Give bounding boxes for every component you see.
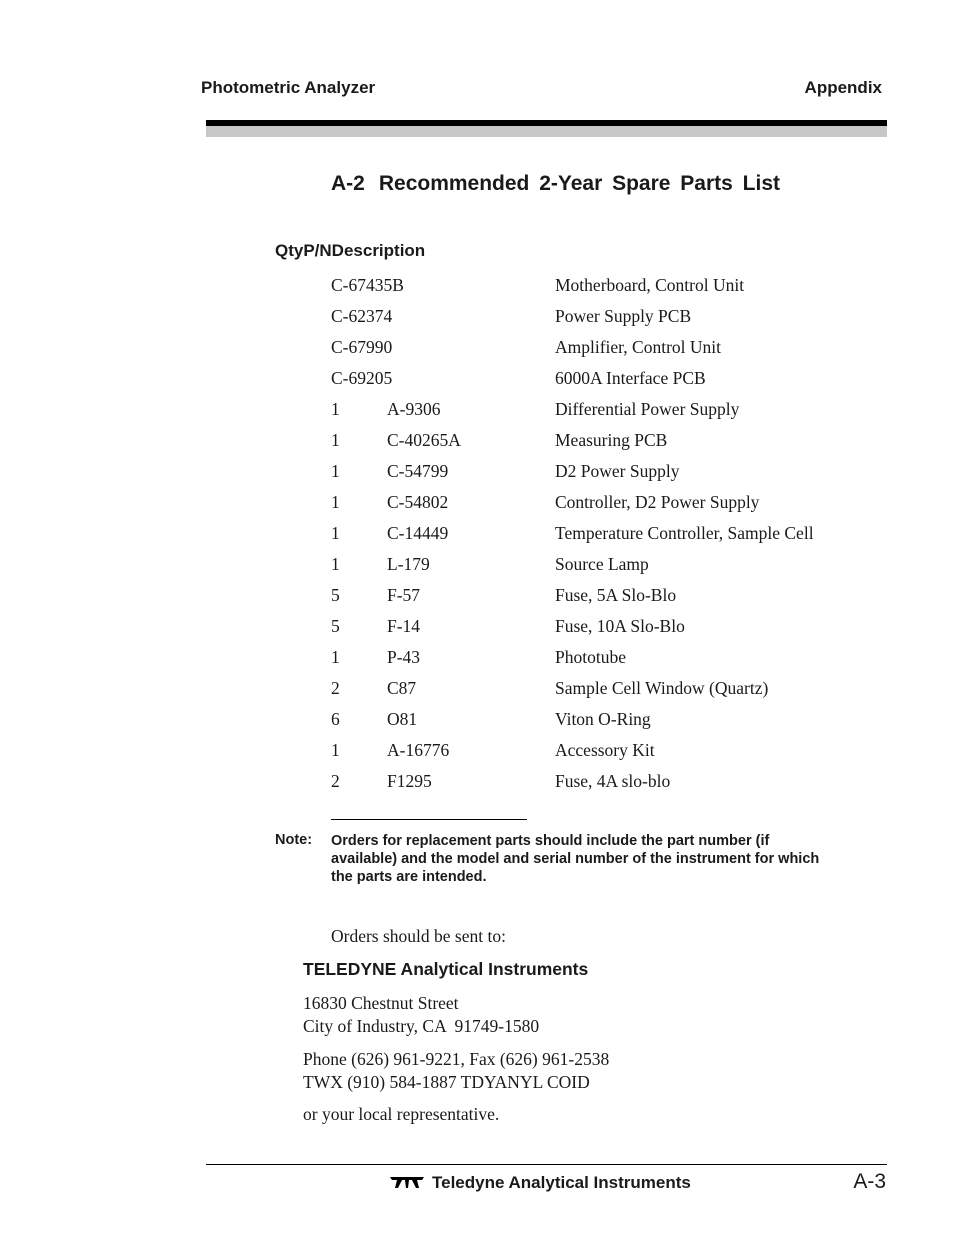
- twx: TWX (910) 584-1887 TDYANYL COID: [303, 1072, 590, 1092]
- part-description: Differential Power Supply: [555, 399, 740, 419]
- part-description: Fuse, 5A Slo-Blo: [555, 585, 677, 605]
- part-qty: 6: [331, 709, 340, 729]
- parts-row: [331, 704, 851, 735]
- divider: [331, 819, 527, 820]
- parts-column-header: QtyP/NDescription: [275, 241, 426, 260]
- company-contact: [303, 1048, 609, 1094]
- parts-row: [331, 766, 851, 797]
- part-description: Fuse, 10A Slo-Blo: [555, 616, 685, 636]
- parts-row: [331, 673, 851, 704]
- parts-row: [331, 549, 851, 580]
- teledyne-logo-icon: [389, 1175, 425, 1189]
- running-header-section: Appendix: [804, 78, 882, 97]
- part-qty: 5: [331, 585, 340, 605]
- part-description: 6000A Interface PCB: [555, 368, 706, 388]
- footer-rule: [206, 1164, 887, 1165]
- parts-row: [331, 332, 851, 363]
- parts-row: [331, 456, 851, 487]
- parts-row: [331, 735, 851, 766]
- part-number: C-67435B: [331, 275, 404, 295]
- header-rule-shadow: [206, 126, 887, 137]
- part-qty: 2: [331, 678, 340, 698]
- parts-row: [331, 394, 851, 425]
- parts-list: [331, 270, 851, 797]
- company-name: TELEDYNE Analytical Instruments: [303, 959, 589, 979]
- part-qty: 1: [331, 492, 340, 512]
- part-number: C-67990: [331, 337, 393, 357]
- part-number: P-43: [387, 647, 421, 667]
- part-number: C-40265A: [387, 430, 461, 450]
- part-number: C-62374: [331, 306, 393, 326]
- part-number: C-69205: [331, 368, 393, 388]
- part-description: Fuse, 4A slo-blo: [555, 771, 671, 791]
- part-description: Power Supply PCB: [555, 306, 692, 326]
- part-number: C-54799: [387, 461, 449, 481]
- part-qty: 5: [331, 616, 340, 636]
- part-qty: 1: [331, 399, 340, 419]
- part-number: C-14449: [387, 523, 449, 543]
- parts-row: [331, 518, 851, 549]
- part-description: Sample Cell Window (Quartz): [555, 678, 769, 698]
- page-number: A-3: [853, 1170, 886, 1193]
- parts-row: [331, 580, 851, 611]
- parts-row: [331, 363, 851, 394]
- part-description: Measuring PCB: [555, 430, 668, 450]
- phone-fax: Phone (626) 961-9221, Fax (626) 961-2538: [303, 1049, 610, 1069]
- address-street: 16830 Chestnut Street: [303, 993, 459, 1013]
- running-header-title: Photometric Analyzer: [201, 78, 376, 97]
- footer-company: Teledyne Analytical Instruments: [432, 1173, 691, 1192]
- section-number: A-2: [331, 172, 365, 195]
- part-number: O81: [387, 709, 418, 729]
- section-title: Recommended 2-Year Spare Parts List: [378, 172, 781, 195]
- part-number: F-14: [387, 616, 421, 636]
- part-qty: 1: [331, 430, 340, 450]
- orders-intro: Orders should be sent to:: [331, 926, 506, 946]
- parts-row: [331, 270, 851, 301]
- part-qty: 1: [331, 647, 340, 667]
- local-representative: or your local representative.: [303, 1104, 500, 1124]
- part-number: L-179: [387, 554, 430, 574]
- part-description: D2 Power Supply: [555, 461, 680, 481]
- address-city: City of Industry, CA 91749-1580: [303, 1016, 540, 1036]
- part-number: C87: [387, 678, 417, 698]
- part-description: Controller, D2 Power Supply: [555, 492, 760, 512]
- parts-row: [331, 425, 851, 456]
- part-number: A-9306: [387, 399, 441, 419]
- note-text: Orders for replacement parts should include the part number (if available) and the model and serial number of the instrument for which the parts are intended.: [331, 833, 820, 885]
- part-description: Temperature Controller, Sample Cell: [555, 523, 814, 543]
- part-description: Amplifier, Control Unit: [555, 337, 722, 357]
- part-description: Phototube: [555, 647, 626, 667]
- part-qty: 2: [331, 771, 340, 791]
- part-description: Accessory Kit: [555, 740, 655, 760]
- part-number: A-16776: [387, 740, 450, 760]
- part-qty: 1: [331, 523, 340, 543]
- parts-row: [331, 301, 851, 332]
- part-description: Viton O-Ring: [555, 709, 651, 729]
- section-heading: [331, 172, 780, 196]
- parts-row: [331, 487, 851, 518]
- part-qty: 1: [331, 554, 340, 574]
- note-label: Note:: [275, 832, 313, 848]
- part-qty: 1: [331, 461, 340, 481]
- part-description: Motherboard, Control Unit: [555, 275, 745, 295]
- parts-row: [331, 642, 851, 673]
- part-number: C-54802: [387, 492, 449, 512]
- parts-row: [331, 611, 851, 642]
- company-address: [303, 992, 539, 1038]
- part-description: Source Lamp: [555, 554, 649, 574]
- part-qty: 1: [331, 740, 340, 760]
- part-number: F-57: [387, 585, 421, 605]
- part-number: F1295: [387, 771, 432, 791]
